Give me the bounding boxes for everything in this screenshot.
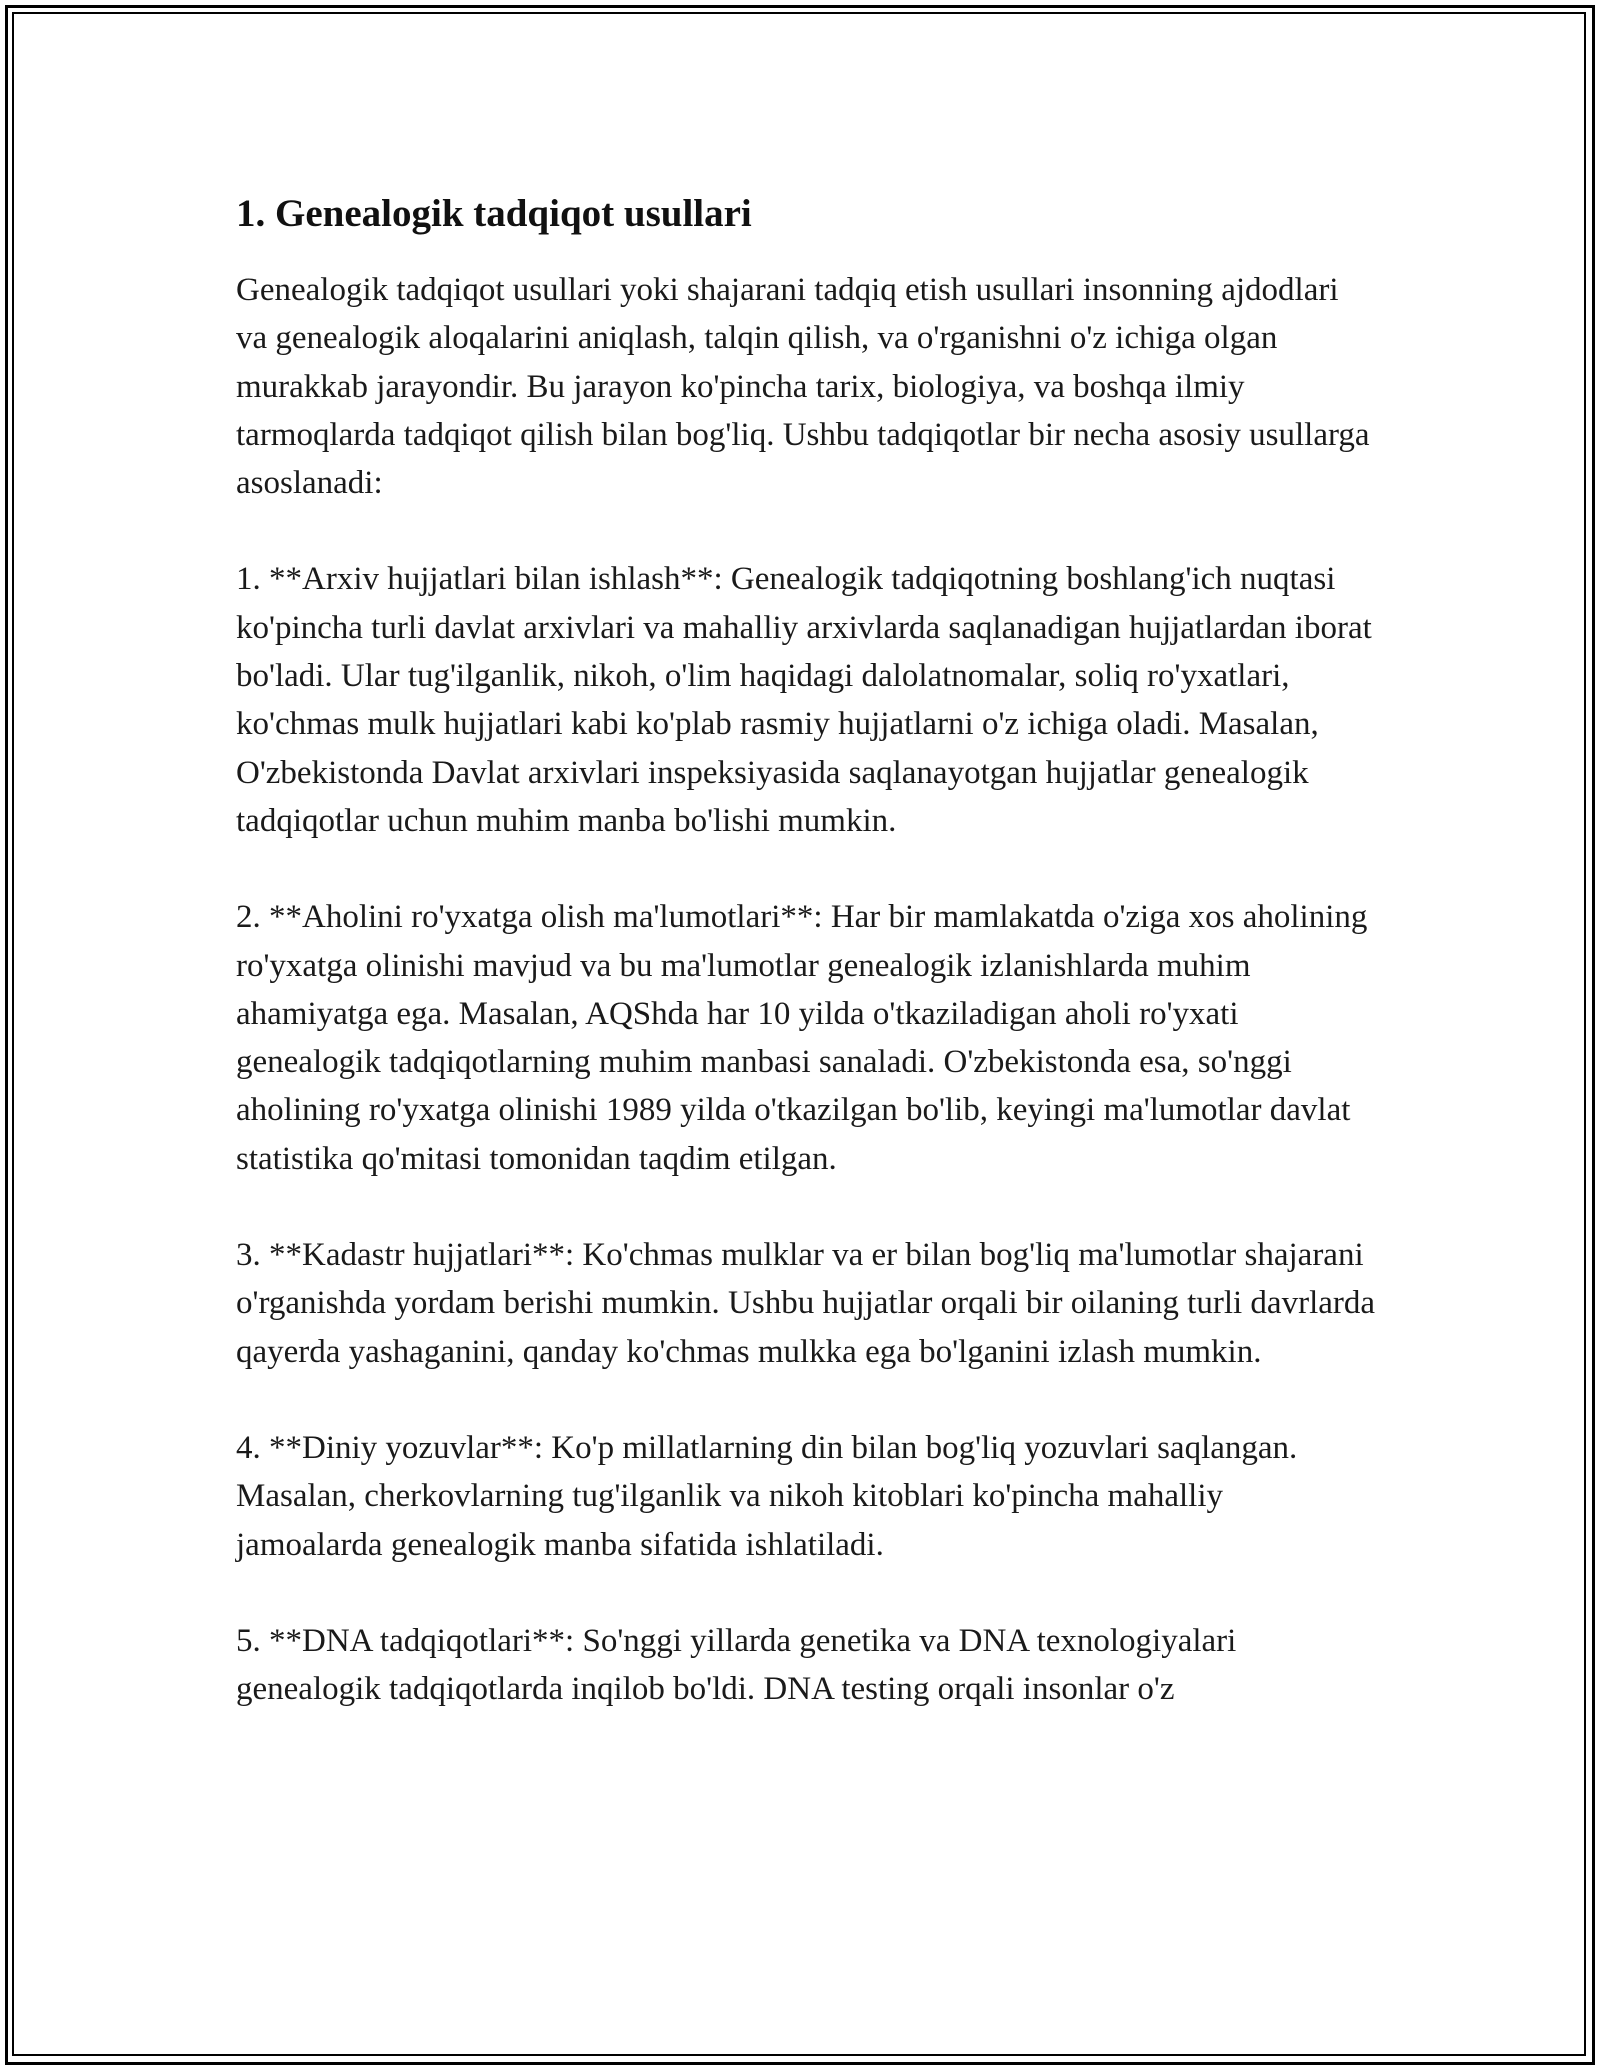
- method-religious-records-paragraph: 4. **Diniy yozuvlar**: Ko'p millatlarning din bilan bog'liq yozuvlari saqlangan. Masalan, cherkovlarning tug'ilganlik va nikoh kitoblari ko'pincha mahalliy jamoalarda genealogik manba sifatida ishlatiladi.: [236, 1429, 1298, 1563]
- intro-paragraph: Genealogik tadqiqot usullari yoki shajarani tadqiq etish usullari insonning ajdodlari va genealogik aloqalarini aniqlash, talqin qilish, va o'rganishni o'z ichiga olgan murakkab jarayondir. Bu jarayon ko'pincha tarix, biologiya, va boshqa ilmiy tarmoqlarda tadqiqot qilish bilan bog'liq. Ushbu tadqiqotlar bir necha asosiy usullarga asoslanadi:: [236, 272, 1370, 502]
- method-census-paragraph: 2. **Aholini ro'yxatga olish ma'lumotlari**: Har bir mamlakatda o'ziga xos aholining ro'yxatga olinishi mavjud va bu ma'lumotlar genealogik izlanishlarda muhim ahamiyatga ega. Masalan, AQShda har 10 yilda o'tkaziladigan aholi ro'yxati genealogik tadqiqotlarning muhim manbasi sanaladi. O'zbekistonda esa, so'nggi aholining ro'yxatga olinishi 1989 yilda o'tkazilgan bo'lib, keyingi ma'lumotlar davlat statistika qo'mitasi tomonidan taqdim etilgan.: [236, 899, 1368, 1177]
- method-dna-paragraph: 5. **DNA tadqiqotlari**: So'nggi yillarda genetika va DNA texnologiyalari genealogik tadqiqotlarda inqilob bo'ldi. DNA testing orqali insonlar o'z: [236, 1622, 1237, 1708]
- section-title: 1. Genealogik tadqiqot usullari: [236, 192, 752, 235]
- method-cadastre-paragraph: 3. **Kadastr hujjatlari**: Ko'chmas mulklar va er bilan bog'liq ma'lumotlar shajarani o'rganishda yordam berishi mumkin. Ushbu hujjatlar orqali bir oilaning turli davrlarda qayerda yashaganini, qanday ko'chmas mulkka ega bo'lganini izlash mumkin.: [236, 1237, 1376, 1370]
- method-archive-paragraph: 1. **Arxiv hujjatlari bilan ishlash**: Genealogik tadqiqotning boshlang'ich nuqtasi ko'pincha turli davlat arxivlari va mahalliy arxivlarda saqlanadigan hujjatlardan iborat bo'ladi. Ular tug'ilganlik, nikoh, o'lim haqidagi dalolatnomalar, soliq ro'yxatlari, ko'chmas mulk hujjatlari kabi ko'plab rasmiy hujjatlarni o'z ichiga oladi. Masalan, O'zbekistonda Davlat arxivlari inspeksiyasida saqlanayotgan hujjatlar genealogik tadqiqotlar uchun muhim manba bo'lishi mumkin.: [236, 561, 1372, 839]
- document-body: [236, 184, 1376, 1761]
